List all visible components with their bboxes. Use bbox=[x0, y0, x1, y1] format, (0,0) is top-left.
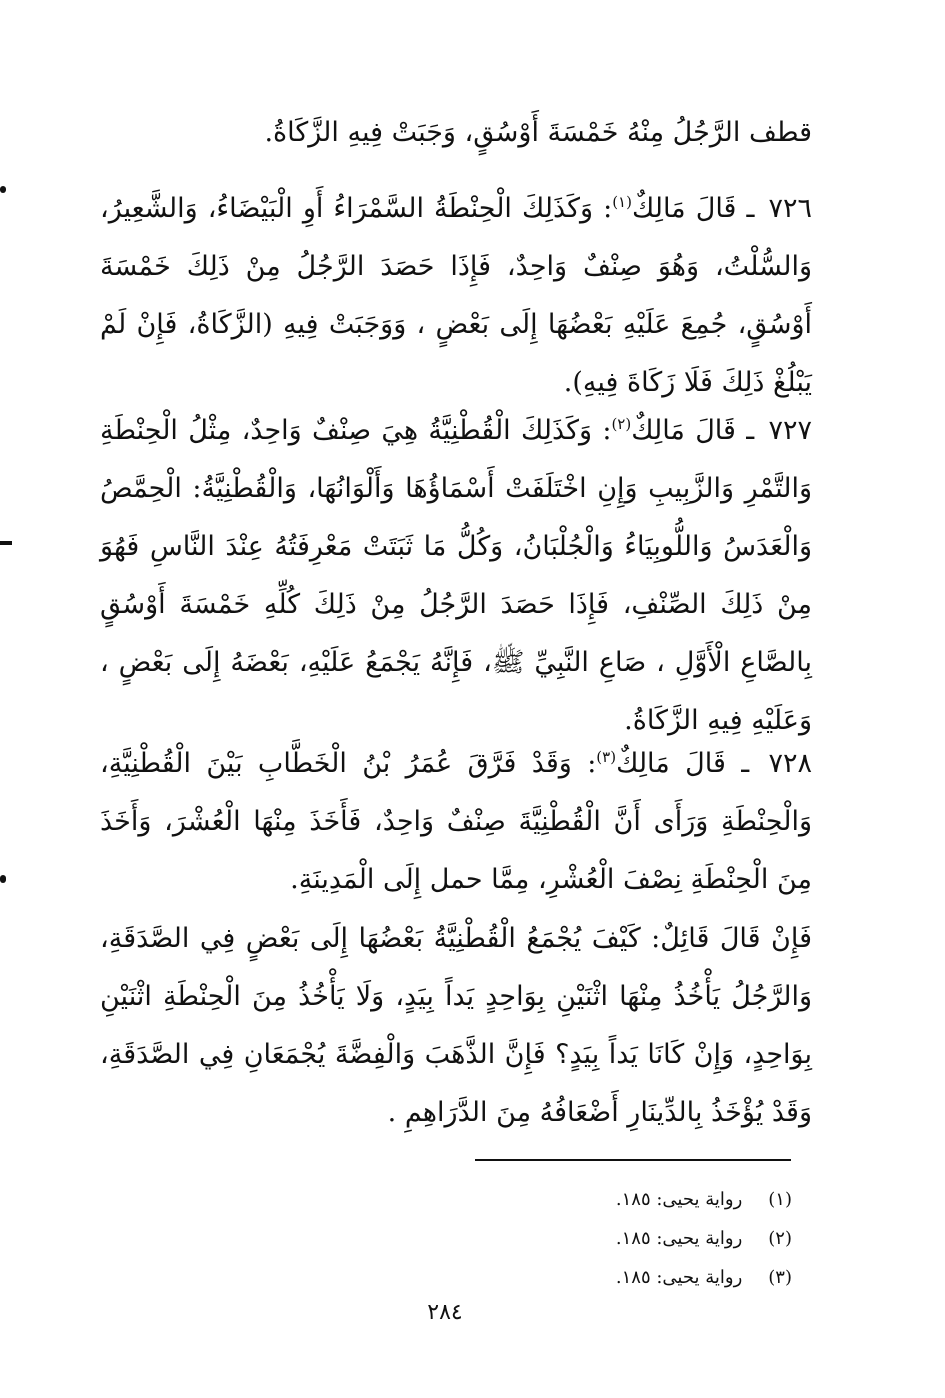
footnote-ref: (١) bbox=[612, 193, 632, 211]
footnote-number: (٢) bbox=[768, 1228, 792, 1249]
paragraph-number: ٧٢٨ bbox=[768, 748, 812, 779]
paragraph-lead: ـ قَالَ مَالِكٌ bbox=[631, 193, 755, 224]
paragraph-text: : وَقَدْ فَرَّقَ عُمَرُ بْنُ الْخَطَّابِ بَيْنَ الْقُطْنِيَّةِ، وَالْحِنْطَةِ وَرَأَى أَنَّ الْقُطْنِيَّةَ صِنْفٌ وَاحِدٌ، فَأَخَذَ مِنْهَا الْعُشْرَ، وَأَخَذَ مِنَ الْحِنْطَةِ نِصْفَ الْعُشْرِ، مِمَّا حمل إِلَى الْمَدِينَةِ. bbox=[100, 748, 812, 895]
footnote-number: (٣) bbox=[768, 1267, 792, 1288]
paragraph-text: قطف الرَّجُلُ مِنْهُ خَمْسَةَ أَوْسُقٍ، وَجَبَتْ فِيهِ الزَّكَاةُ. bbox=[264, 117, 812, 148]
page-number: ٢٨٤ bbox=[427, 1300, 463, 1325]
paragraph-726 bbox=[100, 180, 812, 412]
paragraph-lead: ـ قَالَ مَالِكٌ bbox=[631, 415, 755, 446]
paragraph-727 bbox=[100, 402, 812, 750]
footnote-text: رواية يحيى: ١٨٥. bbox=[615, 1267, 743, 1288]
footnote-2 bbox=[440, 1219, 792, 1258]
footnote-text: رواية يحيى: ١٨٥. bbox=[615, 1189, 743, 1210]
scan-edge-mark bbox=[0, 186, 6, 193]
footnote-number: (١) bbox=[768, 1189, 792, 1210]
footnote-3 bbox=[440, 1258, 792, 1297]
paragraph-number: ٧٢٧ bbox=[768, 415, 812, 446]
footnotes bbox=[440, 1180, 792, 1297]
paragraph-number: ٧٢٦ bbox=[768, 193, 812, 224]
paragraph-text: : وَكَذَلِكَ الْحِنْطَةُ السَّمْرَاءُ أَوِ الْبَيْضَاءُ، وَالشَّعِيرُ، وَالسُّلْتُ، وَهُوَ صِنْفٌ وَاحِدٌ، فَإِذَا حَصَدَ الرَّجُلُ مِنْ ذَلِكَ خَمْسَةَ أَوْسُقٍ، جُمِعَ عَلَيْهِ بَعْضُهَا إِلَى بَعْضٍ ، وَوَجَبَتْ فِيهِ (الزَّكَاةُ، فَإِنْ لَمْ يَبْلُغْ ذَلِكَ فَلَا زَكَاةَ فِيهِ). bbox=[100, 193, 812, 398]
paragraph-lead: ـ قَالَ مَالِكٌ bbox=[616, 748, 750, 779]
paragraph-continuation bbox=[100, 104, 812, 162]
footnote-divider bbox=[475, 1159, 791, 1161]
footnote-text: رواية يحيى: ١٨٥. bbox=[615, 1228, 743, 1249]
scan-edge-mark bbox=[0, 541, 12, 545]
footnote-ref: (٣) bbox=[596, 748, 617, 766]
scan-edge-mark bbox=[0, 875, 6, 883]
paragraph-text: : وَكَذَلِكَ الْقُطْنِيَّةُ هِيَ صِنْفٌ وَاحِدٌ، مِثْلُ الْحِنْطَةِ وَالتَّمْرِ وَالزَّبِيبِ وَإِنِ اخْتَلَفَتْ أَسْمَاؤُهَا وَأَلْوَانُهَا، وَالْقُطْنِيَّةُ: الْحِمَّصُ وَالْعَدَسُ وَاللُّوبِيَاءُ وَالْجُلْبَانُ، وَكُلُّ مَا ثَبَتَتْ مَعْرِفَتُهُ عِنْدَ النَّاسِ فَهُوَ مِنْ ذَلِكَ الصِّنْفِ، فَإِذَا حَصَدَ الرَّجُلُ مِنْ ذَلِكَ كُلِّهِ خَمْسَةَ أَوْسُقٍ بِالصَّاعِ الْأَوَّلِ ، صَاعِ النَّبِيِّ ﷺ، فَإِنَّهُ يَجْمَعُ عَلَيْهِ، بَعْضَهُ إِلَى بَعْضٍ ، وَعَلَيْهِ فِيهِ الزَّكَاةُ. bbox=[100, 415, 812, 736]
paragraph-text: فَإِنْ قَالَ قَائِلٌ: كَيْفَ يُجْمَعُ الْقُطْنِيَّةُ بَعْضُهَا إِلَى بَعْضٍ فِي الصَّدَقَةِ، وَالرَّجُلُ يَأْخُذُ مِنْهَا اثْنَيْنِ بِوَاحِدٍ يَداً بِيَدٍ، وَلَا يَأْخُذُ مِنَ الْحِنْطَةِ اثْنَيْنِ بِوَاحِدٍ، وَإِنْ كَانَا يَداً بِيَدٍ؟ فَإِنَّ الذَّهَبَ وَالْفِضَّةَ يُجْمَعَانِ فِي الصَّدَقَةِ، وَقَدْ يُؤْخَذُ بِالدِّينَارِ أَضْعَافُهُ مِنَ الدَّرَاهِمِ . bbox=[100, 923, 812, 1128]
paragraph-question bbox=[100, 910, 812, 1142]
paragraph-728 bbox=[100, 735, 812, 909]
footnote-1 bbox=[440, 1180, 792, 1219]
footnote-ref: (٢) bbox=[611, 415, 632, 433]
